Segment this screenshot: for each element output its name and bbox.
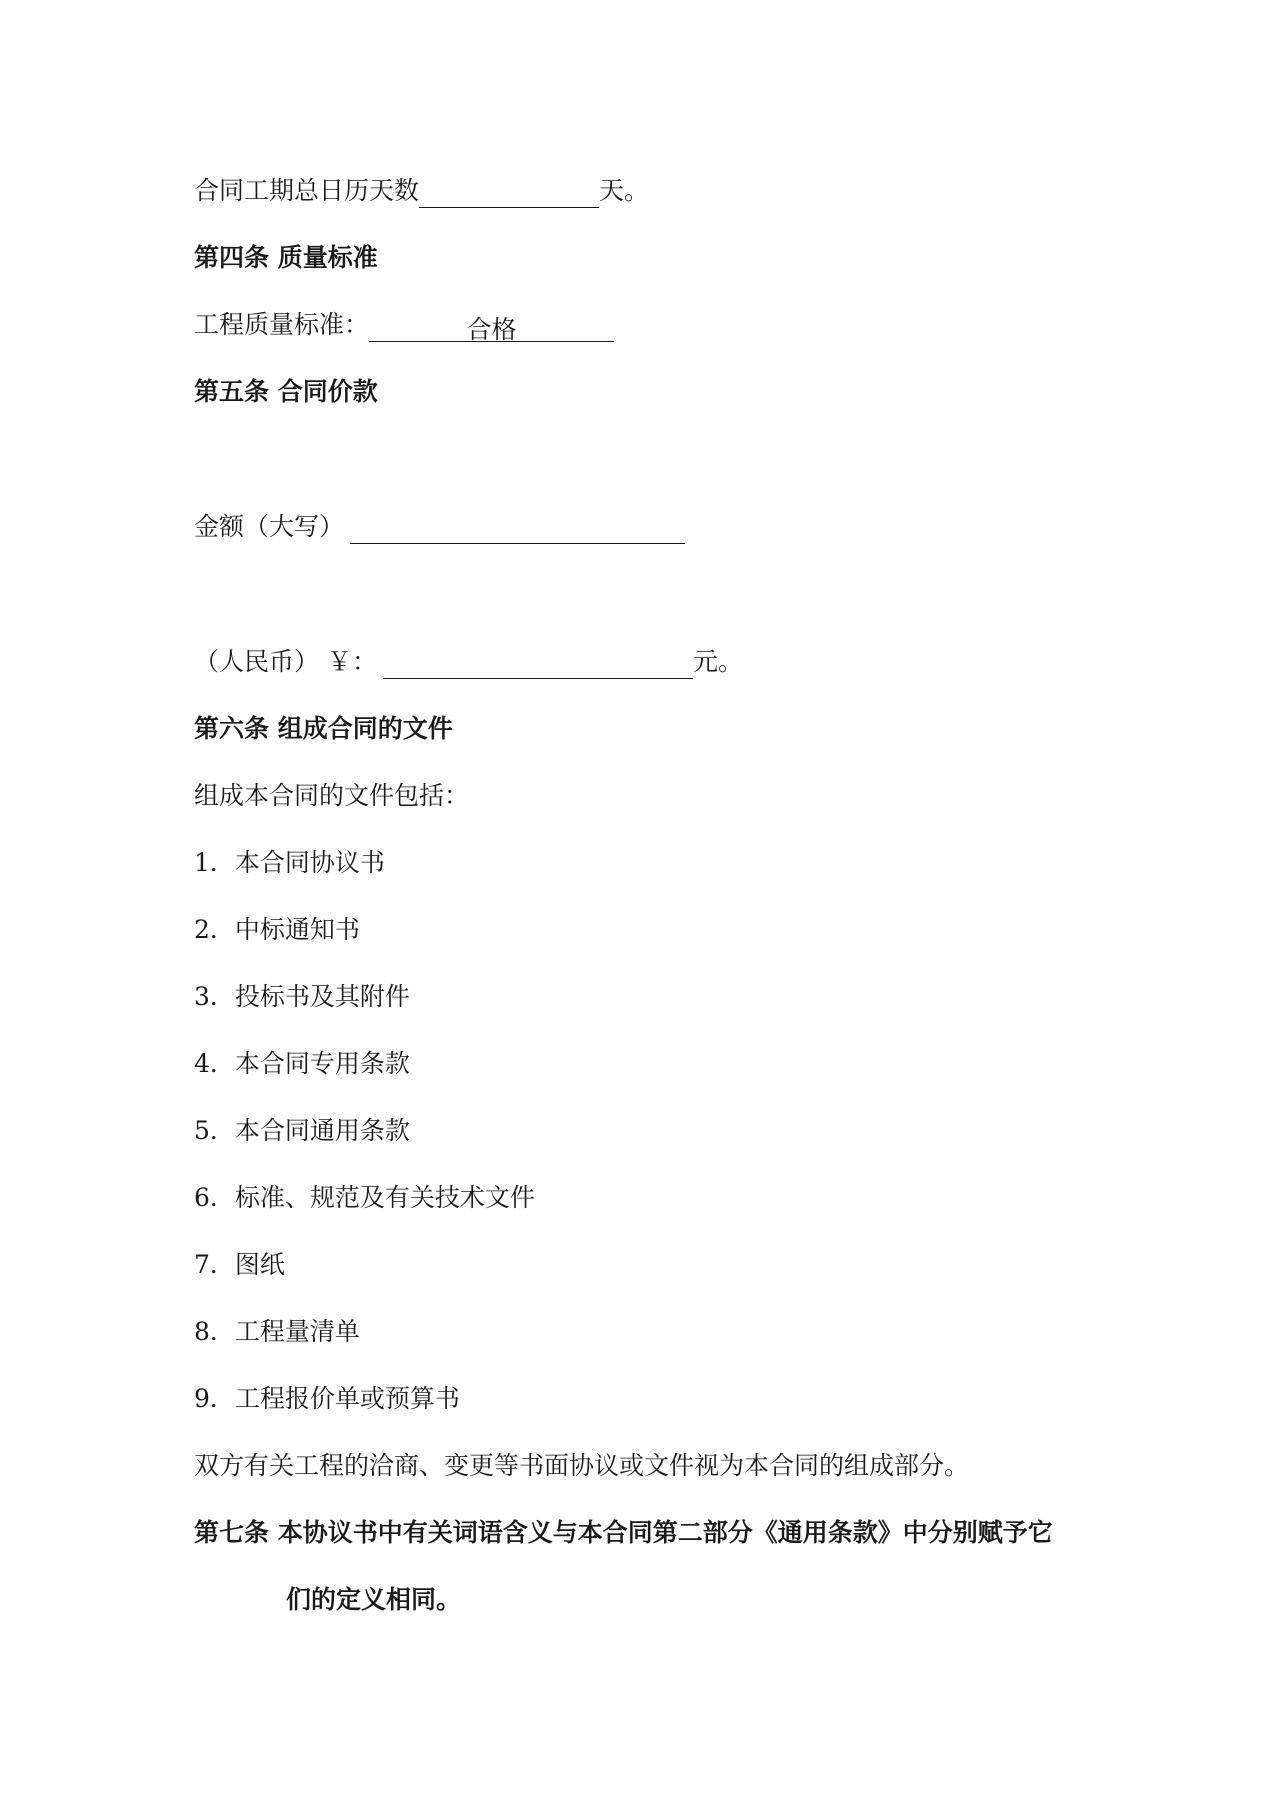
article-4-heading: 第四条 质量标准	[194, 243, 378, 272]
amount-rmb-suffix: 元。	[692, 647, 743, 676]
amount-words-label: 金额（大写）	[194, 512, 345, 541]
article-5-heading: 第五条 合同价款	[194, 377, 378, 406]
amount-rmb-field[interactable]	[383, 650, 693, 679]
contract-period-line	[194, 174, 649, 208]
list-item: 3．投标书及其附件	[194, 982, 410, 1011]
list-item: 4．本合同专用条款	[194, 1049, 410, 1078]
quality-standard-field[interactable]: 合格	[369, 313, 614, 342]
list-item: 5．本合同通用条款	[194, 1116, 410, 1145]
contract-period-label: 合同工期总日历天数	[194, 176, 420, 205]
article-6-closing: 双方有关工程的洽商、变更等书面协议或文件视为本合同的组成部分。	[194, 1451, 970, 1480]
list-item: 7．图纸	[194, 1250, 285, 1279]
list-item: 1．本合同协议书	[194, 848, 385, 877]
article-7-heading-line-1: 第七条 本协议书中有关词语含义与本合同第二部分《通用条款》中分别赋予它	[194, 1518, 1053, 1547]
article-6-intro: 组成本合同的文件包括：	[194, 781, 470, 810]
amount-rmb-label: （人民币） ￥：	[194, 647, 377, 676]
amount-words-line	[194, 510, 685, 544]
quality-standard-line	[194, 308, 614, 342]
list-item: 8．工程量清单	[194, 1317, 360, 1346]
list-item: 9．工程报价单或预算书	[194, 1384, 460, 1413]
list-item: 6．标准、规范及有关技术文件	[194, 1183, 535, 1212]
article-7-heading-line-2: 们的定义相同。	[286, 1585, 462, 1614]
contract-period-suffix: 天。	[599, 176, 650, 205]
quality-standard-label: 工程质量标准：	[194, 310, 370, 339]
article-6-heading: 第六条 组成合同的文件	[194, 714, 453, 743]
amount-words-field[interactable]	[350, 515, 685, 544]
list-item: 2．中标通知书	[194, 915, 360, 944]
contract-period-field[interactable]	[419, 179, 599, 208]
amount-rmb-line	[194, 645, 743, 679]
